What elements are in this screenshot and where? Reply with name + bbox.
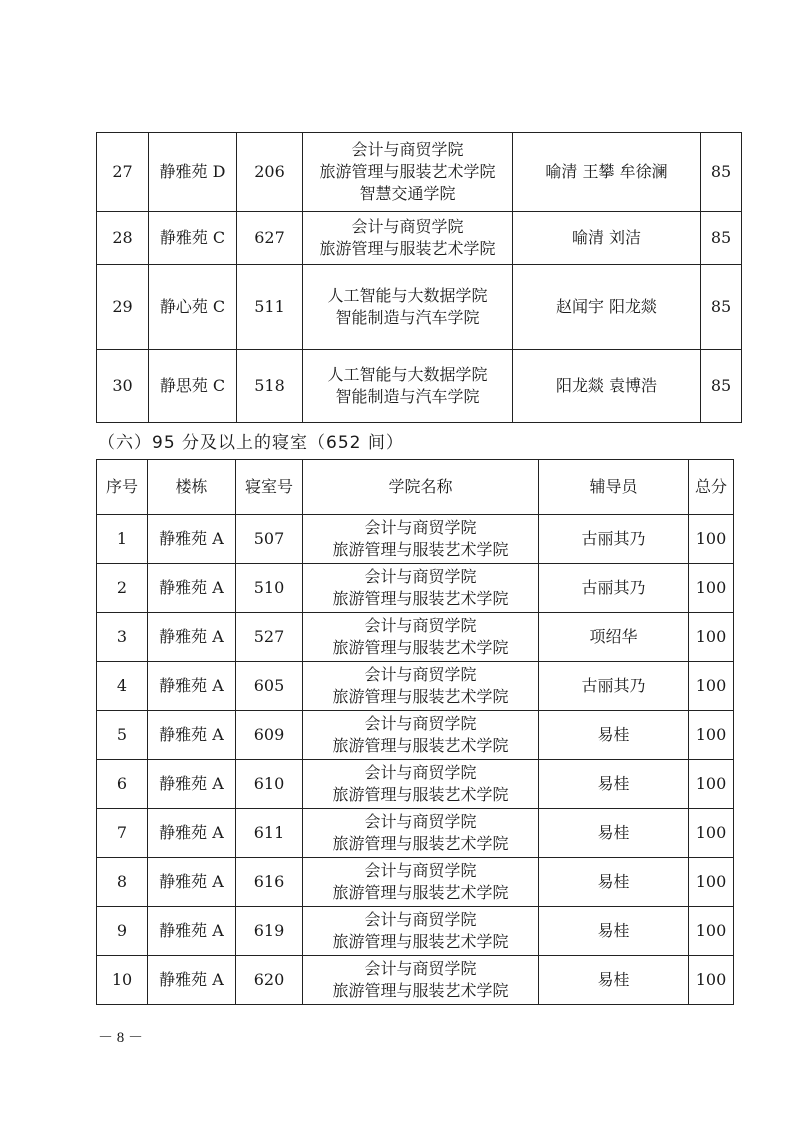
college-name: 旅游管理与服装艺术学院 — [332, 589, 509, 608]
cell-no: 8 — [97, 858, 148, 907]
cell-building: 静雅苑 A — [148, 515, 236, 564]
college-name: 旅游管理与服装艺术学院 — [332, 883, 509, 902]
cell-building: 静雅苑 A — [148, 907, 236, 956]
cell-building: 静雅苑 A — [148, 760, 236, 809]
cell-score: 100 — [689, 515, 734, 564]
cell-building: 静雅苑 C — [149, 212, 237, 265]
college-name: 旅游管理与服装艺术学院 — [332, 834, 509, 853]
table-row — [97, 907, 734, 956]
table-row — [97, 515, 734, 564]
table-row — [97, 662, 734, 711]
college-name: 会计与商贸学院 — [364, 910, 477, 929]
cell-counselor: 易桂 — [539, 907, 689, 956]
cell-no: 29 — [97, 265, 149, 350]
header-building: 楼栋 — [148, 460, 236, 515]
college-name: 旅游管理与服装艺术学院 — [332, 540, 509, 559]
cell-building: 静雅苑 A — [148, 564, 236, 613]
cell-no: 3 — [97, 613, 148, 662]
cell-colleges — [303, 133, 513, 212]
college-name: 旅游管理与服装艺术学院 — [332, 932, 509, 951]
dorm-table-95-plus — [96, 459, 734, 1005]
cell-building: 静心苑 C — [149, 265, 237, 350]
cell-counselor: 阳龙燚 袁博浩 — [513, 350, 701, 423]
cell-room: 611 — [236, 809, 303, 858]
cell-no: 9 — [97, 907, 148, 956]
page-number: － 8 － — [98, 1030, 144, 1046]
cell-room: 527 — [236, 613, 303, 662]
cell-room: 619 — [236, 907, 303, 956]
cell-score: 100 — [689, 858, 734, 907]
cell-no: 28 — [97, 212, 149, 265]
cell-room: 507 — [236, 515, 303, 564]
cell-room: 616 — [236, 858, 303, 907]
college-name: 智能制造与汽车学院 — [335, 308, 480, 327]
cell-counselor: 项绍华 — [539, 613, 689, 662]
college-name: 智慧交通学院 — [359, 184, 456, 203]
table-row — [97, 613, 734, 662]
cell-colleges — [303, 515, 539, 564]
table-row — [97, 212, 742, 265]
section-heading: （六）95 分及以上的寝室（652 间） — [98, 433, 404, 453]
cell-counselor: 古丽其乃 — [539, 515, 689, 564]
cell-room: 510 — [236, 564, 303, 613]
cell-no: 6 — [97, 760, 148, 809]
cell-counselor: 易桂 — [539, 760, 689, 809]
cell-score: 100 — [689, 956, 734, 1005]
cell-no: 10 — [97, 956, 148, 1005]
cell-colleges — [303, 662, 539, 711]
college-name: 会计与商贸学院 — [351, 140, 464, 159]
cell-score: 85 — [701, 133, 742, 212]
cell-no: 5 — [97, 711, 148, 760]
cell-colleges — [303, 858, 539, 907]
cell-score: 100 — [689, 613, 734, 662]
cell-counselor: 古丽其乃 — [539, 564, 689, 613]
cell-counselor: 易桂 — [539, 956, 689, 1005]
table-row — [97, 350, 742, 423]
cell-counselor: 易桂 — [539, 711, 689, 760]
cell-building: 静雅苑 A — [148, 711, 236, 760]
cell-colleges — [303, 212, 513, 265]
cell-no: 4 — [97, 662, 148, 711]
college-name: 旅游管理与服装艺术学院 — [332, 736, 509, 755]
cell-colleges — [303, 711, 539, 760]
cell-score: 85 — [701, 350, 742, 423]
college-name: 会计与商贸学院 — [364, 714, 477, 733]
dorm-table-continued — [96, 132, 742, 423]
college-name: 旅游管理与服装艺术学院 — [319, 162, 496, 181]
header-room: 寝室号 — [236, 460, 303, 515]
cell-counselor: 古丽其乃 — [539, 662, 689, 711]
cell-room: 620 — [236, 956, 303, 1005]
header-no: 序号 — [97, 460, 148, 515]
cell-colleges — [303, 907, 539, 956]
table-row — [97, 956, 734, 1005]
cell-counselor: 易桂 — [539, 809, 689, 858]
header-college: 学院名称 — [303, 460, 539, 515]
cell-room: 518 — [237, 350, 303, 423]
college-name: 会计与商贸学院 — [364, 812, 477, 831]
table-row — [97, 133, 742, 212]
cell-score: 100 — [689, 564, 734, 613]
college-name: 智能制造与汽车学院 — [335, 387, 480, 406]
header-score: 总分 — [689, 460, 734, 515]
cell-building: 静雅苑 A — [148, 858, 236, 907]
college-name: 旅游管理与服装艺术学院 — [332, 785, 509, 804]
table-row — [97, 711, 734, 760]
table-row — [97, 564, 734, 613]
cell-no: 7 — [97, 809, 148, 858]
cell-building: 静雅苑 A — [148, 613, 236, 662]
cell-no: 30 — [97, 350, 149, 423]
cell-building: 静雅苑 A — [148, 662, 236, 711]
college-name: 人工智能与大数据学院 — [327, 365, 488, 384]
table-row — [97, 858, 734, 907]
table-row — [97, 265, 742, 350]
cell-no: 2 — [97, 564, 148, 613]
cell-colleges — [303, 564, 539, 613]
college-name: 会计与商贸学院 — [364, 665, 477, 684]
cell-counselor: 赵闻宇 阳龙燚 — [513, 265, 701, 350]
cell-score: 100 — [689, 760, 734, 809]
cell-counselor: 喻清 王攀 牟徐澜 — [513, 133, 701, 212]
cell-room: 627 — [237, 212, 303, 265]
cell-colleges — [303, 265, 513, 350]
cell-building: 静思苑 C — [149, 350, 237, 423]
cell-room: 605 — [236, 662, 303, 711]
cell-building: 静雅苑 A — [148, 809, 236, 858]
cell-counselor: 喻清 刘洁 — [513, 212, 701, 265]
college-name: 会计与商贸学院 — [364, 763, 477, 782]
table-header-row — [97, 460, 734, 515]
cell-score: 85 — [701, 212, 742, 265]
cell-colleges — [303, 350, 513, 423]
college-name: 会计与商贸学院 — [364, 567, 477, 586]
cell-colleges — [303, 956, 539, 1005]
cell-no: 27 — [97, 133, 149, 212]
header-counselor: 辅导员 — [539, 460, 689, 515]
cell-score: 85 — [701, 265, 742, 350]
cell-counselor: 易桂 — [539, 858, 689, 907]
college-name: 会计与商贸学院 — [351, 217, 464, 236]
college-name: 会计与商贸学院 — [364, 959, 477, 978]
college-name: 会计与商贸学院 — [364, 518, 477, 537]
college-name: 旅游管理与服装艺术学院 — [319, 239, 496, 258]
cell-colleges — [303, 613, 539, 662]
cell-colleges — [303, 760, 539, 809]
college-name: 旅游管理与服装艺术学院 — [332, 981, 509, 1000]
cell-room: 609 — [236, 711, 303, 760]
cell-colleges — [303, 809, 539, 858]
cell-room: 610 — [236, 760, 303, 809]
table-row — [97, 809, 734, 858]
cell-building: 静雅苑 D — [149, 133, 237, 212]
cell-score: 100 — [689, 711, 734, 760]
college-name: 旅游管理与服装艺术学院 — [332, 687, 509, 706]
cell-score: 100 — [689, 662, 734, 711]
table-row — [97, 760, 734, 809]
cell-building: 静雅苑 A — [148, 956, 236, 1005]
cell-room: 206 — [237, 133, 303, 212]
cell-no: 1 — [97, 515, 148, 564]
cell-score: 100 — [689, 907, 734, 956]
college-name: 会计与商贸学院 — [364, 616, 477, 635]
cell-room: 511 — [237, 265, 303, 350]
college-name: 人工智能与大数据学院 — [327, 286, 488, 305]
cell-score: 100 — [689, 809, 734, 858]
college-name: 会计与商贸学院 — [364, 861, 477, 880]
college-name: 旅游管理与服装艺术学院 — [332, 638, 509, 657]
